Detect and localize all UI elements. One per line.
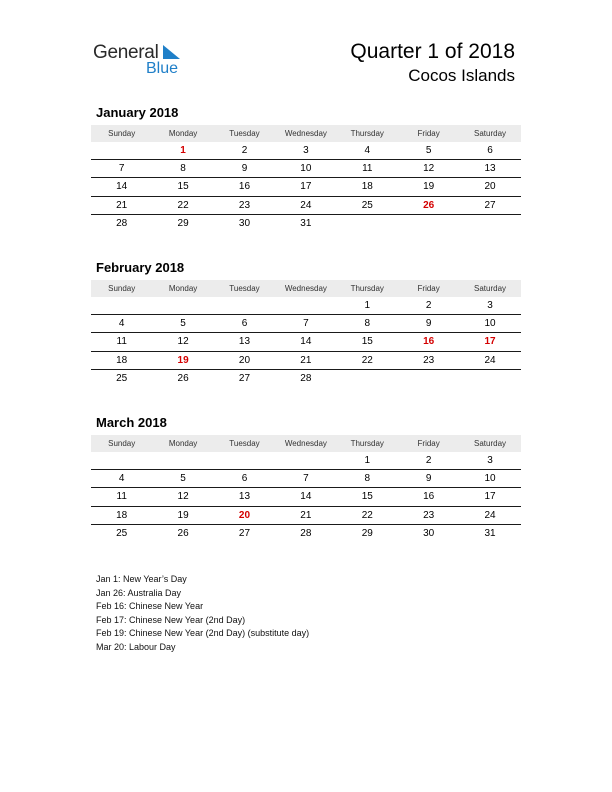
weekday-label: Monday [168, 439, 198, 448]
holiday-note: Mar 20: Labour Day [96, 641, 176, 652]
day-cell: 5 [425, 145, 432, 156]
calendar-grid [91, 125, 521, 233]
calendar-grid [91, 280, 521, 388]
weekday-label: Sunday [108, 439, 136, 448]
day-cell: 30 [423, 527, 435, 539]
weekday-header-row [91, 435, 521, 452]
day-cell: 10 [484, 318, 496, 330]
day-cell: 16 [238, 181, 251, 193]
day-cell [275, 452, 336, 469]
day-cell [337, 370, 398, 388]
day-cell: 24 [484, 354, 496, 366]
day-cell [459, 215, 520, 233]
weekday-label: Thursday [350, 284, 384, 293]
month-january [91, 104, 521, 233]
day-cell [91, 452, 152, 469]
day-cell: 29 [177, 217, 189, 229]
week-row [91, 215, 521, 233]
week-row [91, 142, 521, 160]
month-march [91, 414, 521, 543]
holiday-note: Feb 17: Chinese New Year (2nd Day) [96, 614, 246, 625]
week-row [91, 160, 521, 178]
day-cell: 14 [300, 491, 312, 503]
weekday-label: Tuesday [229, 129, 260, 138]
holiday-day-cell: 16 [423, 336, 435, 348]
day-cell: 6 [487, 145, 493, 156]
weekday-label: Friday [417, 129, 440, 138]
month-february [91, 259, 521, 388]
month-title: February 2018 [96, 260, 185, 275]
weekday-label: Monday [168, 129, 198, 138]
day-cell: 4 [118, 473, 125, 485]
day-cell: 2 [425, 300, 432, 311]
day-cell: 8 [180, 163, 186, 175]
holiday-day-cell: 19 [177, 354, 189, 366]
day-cell: 12 [177, 336, 189, 348]
day-cell: 12 [177, 491, 189, 503]
day-cell: 27 [238, 372, 251, 384]
day-cell: 13 [484, 163, 496, 175]
day-cell: 4 [364, 145, 371, 156]
day-cell: 18 [361, 181, 373, 193]
day-cell: 27 [238, 527, 251, 539]
week-row [91, 452, 521, 470]
day-cell [91, 142, 152, 159]
holiday-day-cell: 17 [484, 336, 496, 348]
day-cell: 23 [423, 509, 435, 521]
day-cell: 12 [423, 163, 435, 175]
weekday-header-row [91, 280, 521, 297]
day-cell: 7 [118, 163, 125, 175]
holiday-note: Jan 1: New Year’s Day [96, 574, 187, 584]
weekday-label: Friday [417, 284, 440, 293]
day-cell: 27 [484, 199, 496, 211]
weekday-label: Saturday [474, 439, 507, 448]
day-cell [275, 297, 336, 314]
day-cell: 7 [303, 473, 309, 485]
day-cell: 21 [300, 354, 312, 366]
day-cell: 9 [425, 318, 432, 330]
weekday-label: Sunday [108, 129, 136, 138]
day-cell: 14 [116, 181, 128, 193]
day-cell: 31 [300, 217, 312, 229]
day-cell: 2 [425, 455, 432, 466]
week-row [91, 197, 521, 215]
day-cell: 24 [300, 199, 312, 211]
holiday-day-cell: 1 [180, 145, 186, 156]
holiday-notes [96, 573, 309, 655]
day-cell: 16 [423, 491, 435, 503]
day-cell: 15 [361, 336, 373, 348]
week-row [91, 507, 521, 525]
day-cell: 9 [241, 163, 248, 175]
day-cell: 28 [300, 527, 312, 539]
weekday-label: Saturday [474, 284, 507, 293]
weekday-label: Tuesday [229, 284, 260, 293]
day-cell: 14 [300, 336, 312, 348]
day-cell: 22 [177, 199, 189, 211]
day-cell: 15 [177, 181, 189, 193]
month-title: March 2018 [96, 415, 167, 430]
day-cell: 1 [364, 455, 371, 466]
day-cell [152, 452, 213, 469]
day-cell [398, 370, 459, 388]
day-cell [91, 297, 152, 314]
holiday-note: Feb 19: Chinese New Year (2nd Day) (substitute day) [96, 628, 310, 639]
week-row [91, 488, 521, 506]
day-cell: 6 [241, 473, 248, 485]
week-row [91, 470, 521, 488]
weekday-label: Tuesday [229, 439, 260, 448]
day-cell: 11 [116, 491, 127, 503]
day-cell: 11 [362, 163, 373, 175]
day-cell: 19 [423, 181, 435, 193]
day-cell: 30 [238, 217, 251, 229]
day-cell: 5 [180, 473, 186, 485]
day-cell: 22 [361, 509, 373, 521]
day-cell: 28 [300, 372, 312, 384]
weekday-label: Wednesday [284, 439, 327, 448]
day-cell [214, 297, 275, 314]
day-cell: 31 [484, 527, 496, 539]
day-cell: 21 [116, 199, 128, 211]
weekday-label: Thursday [350, 439, 384, 448]
holiday-note: Feb 16: Chinese New Year [96, 601, 204, 612]
day-cell: 13 [238, 491, 251, 503]
weekday-label: Sunday [108, 284, 136, 293]
weekday-label: Wednesday [284, 284, 327, 293]
month-title: January 2018 [96, 105, 179, 120]
week-row [91, 352, 521, 370]
weekday-label: Friday [417, 439, 440, 448]
day-cell: 5 [180, 318, 186, 330]
day-cell [398, 215, 459, 233]
day-cell: 17 [484, 491, 496, 503]
weekday-label: Thursday [350, 129, 384, 138]
brand-logo [93, 40, 193, 80]
week-row [91, 178, 521, 196]
day-cell: 2 [241, 145, 248, 156]
day-cell: 3 [487, 300, 493, 311]
day-cell: 17 [300, 181, 312, 193]
week-row [91, 297, 521, 315]
day-cell: 18 [116, 354, 128, 366]
day-cell: 9 [425, 473, 432, 485]
weekday-label: Saturday [474, 129, 507, 138]
day-cell [459, 370, 520, 388]
day-cell: 6 [241, 318, 248, 330]
day-cell: 4 [118, 318, 125, 330]
day-cell [152, 297, 213, 314]
day-cell: 29 [361, 527, 373, 539]
week-row [91, 525, 521, 543]
calendar-grid [91, 435, 521, 543]
holiday-day-cell: 26 [423, 199, 435, 211]
day-cell: 1 [364, 300, 371, 311]
weekday-label: Wednesday [284, 129, 327, 138]
day-cell: 20 [238, 354, 251, 366]
day-cell [214, 452, 275, 469]
day-cell: 8 [364, 473, 371, 485]
holiday-note: Jan 26: Australia Day [96, 587, 182, 598]
day-cell: 3 [303, 145, 309, 156]
holiday-day-cell: 20 [238, 509, 251, 521]
day-cell: 10 [300, 163, 312, 175]
day-cell: 25 [361, 199, 373, 211]
week-row [91, 333, 521, 351]
logo-word-general: General [93, 42, 159, 63]
day-cell: 25 [116, 527, 128, 539]
day-cell: 22 [361, 354, 373, 366]
day-cell: 20 [484, 181, 496, 193]
day-cell: 21 [300, 509, 312, 521]
day-cell: 28 [116, 217, 128, 229]
day-cell: 11 [116, 336, 127, 348]
weekday-header-row [91, 125, 521, 142]
day-cell: 15 [361, 491, 373, 503]
weekday-label: Monday [168, 284, 198, 293]
day-cell: 19 [177, 509, 189, 521]
day-cell: 25 [116, 372, 128, 384]
day-cell: 3 [487, 455, 493, 466]
day-cell: 10 [484, 473, 496, 485]
day-cell: 26 [177, 372, 189, 384]
day-cell [337, 215, 398, 233]
day-cell: 13 [238, 336, 251, 348]
day-cell: 24 [484, 509, 496, 521]
day-cell: 7 [303, 318, 309, 330]
logo-triangle-icon [161, 44, 181, 60]
logo-word-blue: Blue [146, 60, 179, 77]
day-cell: 23 [238, 199, 251, 211]
page-subtitle: Cocos Islands [408, 66, 515, 85]
page-title: Quarter 1 of 2018 [350, 40, 515, 63]
day-cell: 8 [364, 318, 371, 330]
day-cell: 18 [116, 509, 128, 521]
day-cell: 23 [423, 354, 435, 366]
week-row [91, 370, 521, 388]
day-cell: 26 [177, 527, 189, 539]
week-row [91, 315, 521, 333]
